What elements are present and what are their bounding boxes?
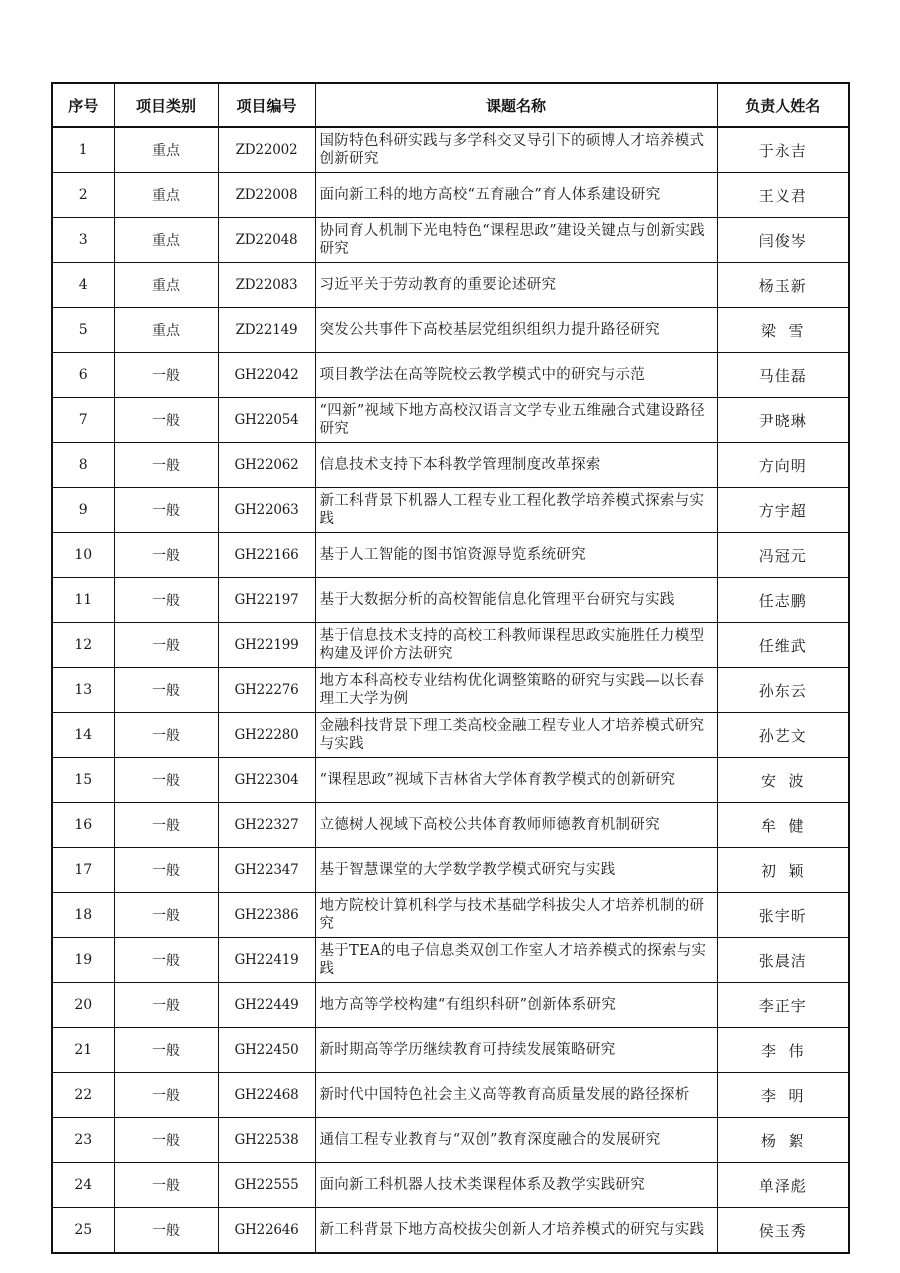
cell-title: 地方高等学校构建“有组织科研”创新体系研究 (315, 983, 717, 1028)
table-row (52, 1073, 849, 1118)
cell-seq: 14 (52, 713, 114, 758)
cell-seq: 23 (52, 1118, 114, 1163)
cell-code: GH22276 (218, 668, 315, 713)
cell-category: 一般 (114, 1028, 218, 1073)
cell-title: 突发公共事件下高校基层党组织组织力提升路径研究 (315, 308, 717, 353)
cell-title: 立德树人视域下高校公共体育教师师德教育机制研究 (315, 803, 717, 848)
cell-title: 协同育人机制下光电特色“课程思政”建设关键点与创新实践研究 (315, 218, 717, 263)
cell-leader: 尹晓琳 (717, 398, 849, 443)
cell-title: 通信工程专业教育与“双创”教育深度融合的发展研究 (315, 1118, 717, 1163)
cell-code: GH22538 (218, 1118, 315, 1163)
table-row (52, 713, 849, 758)
cell-seq: 5 (52, 308, 114, 353)
cell-leader: 李正宇 (717, 983, 849, 1028)
project-list-table (51, 82, 850, 1254)
cell-leader: 孙东云 (717, 668, 849, 713)
table-header (52, 83, 849, 127)
cell-leader: 方宇超 (717, 488, 849, 533)
table-row (52, 218, 849, 263)
cell-category: 一般 (114, 533, 218, 578)
table-row (52, 758, 849, 803)
cell-leader: 孙艺文 (717, 713, 849, 758)
cell-seq: 18 (52, 893, 114, 938)
cell-leader: 方向明 (717, 443, 849, 488)
cell-seq: 25 (52, 1208, 114, 1254)
table-row (52, 668, 849, 713)
cell-seq: 10 (52, 533, 114, 578)
table-row (52, 443, 849, 488)
cell-seq: 20 (52, 983, 114, 1028)
table-row (52, 127, 849, 173)
cell-category: 一般 (114, 443, 218, 488)
table-row (52, 578, 849, 623)
cell-category: 重点 (114, 263, 218, 308)
cell-category: 一般 (114, 668, 218, 713)
cell-code: GH22063 (218, 488, 315, 533)
cell-code: GH22419 (218, 938, 315, 983)
cell-category: 一般 (114, 983, 218, 1028)
cell-title: 信息技术支持下本科教学管理制度改革探索 (315, 443, 717, 488)
cell-seq: 24 (52, 1163, 114, 1208)
cell-leader: 闫俊岑 (717, 218, 849, 263)
cell-category: 重点 (114, 173, 218, 218)
cell-category: 一般 (114, 1073, 218, 1118)
cell-category: 一般 (114, 938, 218, 983)
cell-title: 新时期高等学历继续教育可持续发展策略研究 (315, 1028, 717, 1073)
table-row (52, 983, 849, 1028)
cell-code: GH22062 (218, 443, 315, 488)
cell-leader: 于永吉 (717, 127, 849, 173)
cell-seq: 11 (52, 578, 114, 623)
cell-seq: 13 (52, 668, 114, 713)
cell-category: 一般 (114, 1118, 218, 1163)
cell-leader: 单泽彪 (717, 1163, 849, 1208)
table-row (52, 353, 849, 398)
table-row (52, 803, 849, 848)
cell-code: ZD22083 (218, 263, 315, 308)
cell-code: GH22327 (218, 803, 315, 848)
cell-seq: 7 (52, 398, 114, 443)
cell-seq: 6 (52, 353, 114, 398)
cell-code: GH22449 (218, 983, 315, 1028)
cell-code: GH22347 (218, 848, 315, 893)
cell-leader: 张晨洁 (717, 938, 849, 983)
cell-code: ZD22002 (218, 127, 315, 173)
cell-title: “四新”视域下地方高校汉语言文学专业五维融合式建设路径研究 (315, 398, 717, 443)
cell-leader: 李 明 (717, 1073, 849, 1118)
cell-leader: 安 波 (717, 758, 849, 803)
table-row (52, 1118, 849, 1163)
table-row (52, 263, 849, 308)
cell-leader: 冯冠元 (717, 533, 849, 578)
cell-category: 一般 (114, 398, 218, 443)
header-title: 课题名称 (315, 83, 717, 127)
cell-seq: 17 (52, 848, 114, 893)
cell-code: GH22199 (218, 623, 315, 668)
cell-leader: 李 伟 (717, 1028, 849, 1073)
table-row (52, 488, 849, 533)
cell-category: 一般 (114, 578, 218, 623)
cell-seq: 4 (52, 263, 114, 308)
cell-title: 基于信息技术支持的高校工科教师课程思政实施胜任力模型构建及评价方法研究 (315, 623, 717, 668)
cell-category: 一般 (114, 893, 218, 938)
cell-title: 面向新工科的地方高校“五育融合”育人体系建设研究 (315, 173, 717, 218)
cell-seq: 9 (52, 488, 114, 533)
cell-category: 重点 (114, 218, 218, 263)
cell-title: “课程思政”视域下吉林省大学体育教学模式的创新研究 (315, 758, 717, 803)
table-row (52, 308, 849, 353)
table-row (52, 893, 849, 938)
cell-title: 国防特色科研实践与多学科交叉导引下的硕博人才培养模式创新研究 (315, 127, 717, 173)
cell-category: 一般 (114, 803, 218, 848)
cell-code: GH22468 (218, 1073, 315, 1118)
cell-code: GH22042 (218, 353, 315, 398)
cell-seq: 1 (52, 127, 114, 173)
header-row (52, 83, 849, 127)
cell-code: GH22166 (218, 533, 315, 578)
cell-title: 新工科背景下地方高校拔尖创新人才培养模式的研究与实践 (315, 1208, 717, 1254)
cell-code: GH22280 (218, 713, 315, 758)
table-row (52, 938, 849, 983)
cell-leader: 杨 絮 (717, 1118, 849, 1163)
project-list-table-container (51, 82, 848, 1254)
cell-seq: 21 (52, 1028, 114, 1073)
header-seq: 序号 (52, 83, 114, 127)
cell-code: GH22386 (218, 893, 315, 938)
table-row (52, 1163, 849, 1208)
cell-leader: 梁 雪 (717, 308, 849, 353)
cell-category: 一般 (114, 1163, 218, 1208)
table-row (52, 1208, 849, 1254)
cell-category: 一般 (114, 353, 218, 398)
cell-code: ZD22048 (218, 218, 315, 263)
table-row (52, 533, 849, 578)
cell-code: GH22054 (218, 398, 315, 443)
cell-seq: 19 (52, 938, 114, 983)
cell-seq: 16 (52, 803, 114, 848)
table-row (52, 623, 849, 668)
cell-title: 基于TEA的电子信息类双创工作室人才培养模式的探索与实践 (315, 938, 717, 983)
cell-category: 一般 (114, 623, 218, 668)
cell-title: 新工科背景下机器人工程专业工程化教学培养模式探索与实践 (315, 488, 717, 533)
cell-seq: 22 (52, 1073, 114, 1118)
cell-seq: 12 (52, 623, 114, 668)
header-leader: 负责人姓名 (717, 83, 849, 127)
cell-title: 基于人工智能的图书馆资源导览系统研究 (315, 533, 717, 578)
cell-leader: 杨玉新 (717, 263, 849, 308)
cell-code: ZD22008 (218, 173, 315, 218)
cell-leader: 任志鹏 (717, 578, 849, 623)
table-row (52, 848, 849, 893)
cell-code: GH22555 (218, 1163, 315, 1208)
table-row (52, 1028, 849, 1073)
cell-code: ZD22149 (218, 308, 315, 353)
cell-title: 金融科技背景下理工类高校金融工程专业人才培养模式研究与实践 (315, 713, 717, 758)
cell-title: 项目教学法在高等院校云教学模式中的研究与示范 (315, 353, 717, 398)
cell-leader: 牟 健 (717, 803, 849, 848)
cell-leader: 任维武 (717, 623, 849, 668)
cell-title: 地方院校计算机科学与技术基础学科拔尖人才培养机制的研究 (315, 893, 717, 938)
cell-seq: 2 (52, 173, 114, 218)
cell-leader: 张宇昕 (717, 893, 849, 938)
cell-title: 基于智慧课堂的大学数学教学模式研究与实践 (315, 848, 717, 893)
cell-leader: 初 颖 (717, 848, 849, 893)
cell-leader: 王义君 (717, 173, 849, 218)
cell-leader: 马佳磊 (717, 353, 849, 398)
cell-code: GH22646 (218, 1208, 315, 1254)
header-code: 项目编号 (218, 83, 315, 127)
table-row (52, 173, 849, 218)
header-category: 项目类别 (114, 83, 218, 127)
cell-code: GH22450 (218, 1028, 315, 1073)
cell-code: GH22304 (218, 758, 315, 803)
cell-category: 一般 (114, 1208, 218, 1254)
cell-title: 新时代中国特色社会主义高等教育高质量发展的路径探析 (315, 1073, 717, 1118)
cell-seq: 15 (52, 758, 114, 803)
cell-category: 一般 (114, 848, 218, 893)
table-row (52, 398, 849, 443)
table-body (52, 127, 849, 1253)
cell-title: 基于大数据分析的高校智能信息化管理平台研究与实践 (315, 578, 717, 623)
cell-title: 习近平关于劳动教育的重要论述研究 (315, 263, 717, 308)
cell-category: 重点 (114, 308, 218, 353)
cell-category: 一般 (114, 488, 218, 533)
cell-title: 面向新工科机器人技术类课程体系及教学实践研究 (315, 1163, 717, 1208)
cell-category: 一般 (114, 713, 218, 758)
cell-category: 一般 (114, 758, 218, 803)
cell-seq: 8 (52, 443, 114, 488)
cell-title: 地方本科高校专业结构优化调整策略的研究与实践—以长春理工大学为例 (315, 668, 717, 713)
cell-category: 重点 (114, 127, 218, 173)
cell-seq: 3 (52, 218, 114, 263)
cell-code: GH22197 (218, 578, 315, 623)
cell-leader: 侯玉秀 (717, 1208, 849, 1254)
